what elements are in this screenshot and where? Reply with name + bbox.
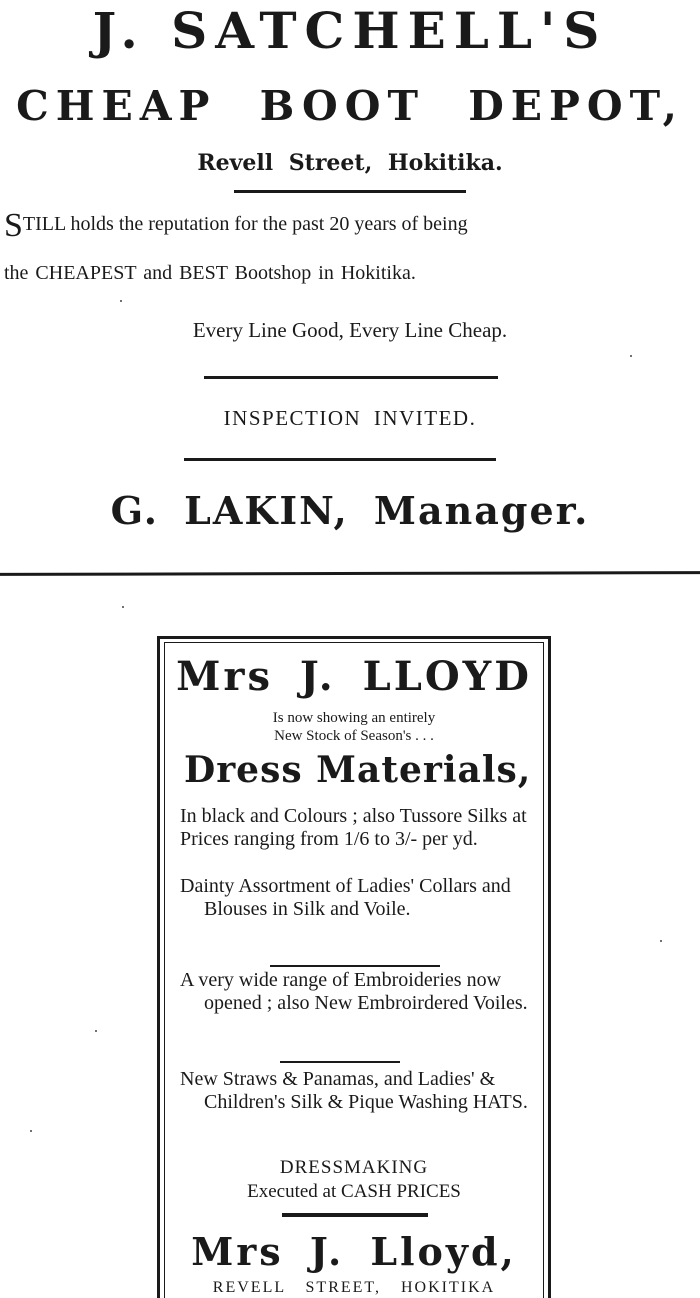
satchell-advertisement bbox=[0, 0, 700, 590]
satchell-body-line-1 bbox=[4, 207, 700, 244]
speckle bbox=[120, 300, 122, 302]
speckle bbox=[660, 940, 662, 942]
lloyd-paragraph-1: In black and Colours ; also Tussore Silks at Prices ranging from 1/6 to 3/- per yd. bbox=[180, 805, 527, 850]
speckle bbox=[630, 355, 632, 357]
satchell-invite: INSPECTION INVITED. bbox=[223, 406, 477, 430]
body-line-1-text: TILL holds the reputation for the past 20 years of being bbox=[22, 213, 468, 235]
speckle bbox=[95, 1030, 97, 1032]
lloyd-advertisement bbox=[157, 636, 551, 1298]
lloyd-headline: Dress Materials, bbox=[184, 749, 532, 791]
satchell-address: Revell Street, Hokitika. bbox=[197, 150, 503, 176]
lloyd-paragraph-3: A very wide range of Embroideries now opened ; also New Embroirdered Voiles. bbox=[180, 969, 528, 1014]
satchell-subtitle: CHEAP BOOT DEPOT, bbox=[16, 82, 684, 130]
divider-rule bbox=[280, 1061, 400, 1063]
lloyd-name: Mrs J. LLOYD bbox=[176, 653, 532, 700]
satchell-title: J. SATCHELL'S bbox=[92, 1, 608, 60]
lloyd-intro-line-1: Is now showing an entirely bbox=[272, 710, 436, 726]
satchell-manager: G. LAKIN, Manager. bbox=[110, 488, 590, 533]
ornament-rule bbox=[282, 1213, 428, 1217]
drop-cap: S bbox=[4, 207, 23, 244]
satchell-tagline: Every Line Good, Every Line Cheap. bbox=[192, 318, 508, 342]
lloyd-paragraph-2: Dainty Assortment of Ladies' Collars and Blouses in Silk and Voile. bbox=[180, 875, 511, 920]
lloyd-paragraph-4: New Straws & Panamas, and Ladies' & Children's Silk & Pique Washing HATS. bbox=[180, 1068, 528, 1113]
speckle bbox=[30, 1130, 32, 1132]
speckle bbox=[122, 606, 124, 608]
divider-rule bbox=[270, 965, 440, 967]
lloyd-cash-prices: Executed at CASH PRICES bbox=[247, 1181, 461, 1202]
divider-rule bbox=[204, 376, 498, 379]
lloyd-street: REVELL STREET, HOKITIKA bbox=[212, 1279, 496, 1296]
lloyd-dressmaking: DRESSMAKING bbox=[279, 1157, 429, 1178]
divider-rule bbox=[234, 190, 466, 193]
satchell-body-line-2: the CHEAPEST and BEST Bootshop in Hokitika. bbox=[4, 262, 416, 284]
divider-rule bbox=[184, 458, 496, 461]
lloyd-intro-line-2: New Stock of Season's . . . bbox=[274, 728, 434, 744]
lloyd-signature: Mrs J. Lloyd, bbox=[191, 1229, 517, 1274]
